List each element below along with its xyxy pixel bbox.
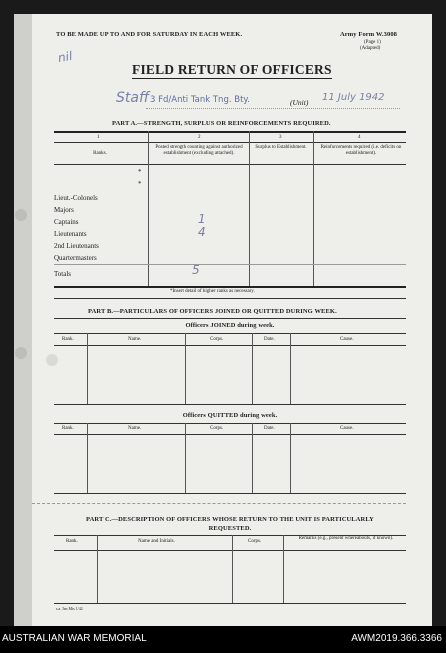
col-cause: Cause.: [340, 426, 354, 431]
handwritten-note: nil: [56, 48, 74, 66]
joined-heading: Officers JOINED during week.: [185, 322, 275, 329]
col-divider: [283, 535, 284, 603]
quitted-heading: Officers QUITTED during week.: [182, 412, 278, 419]
part-c-heading-line1: PART C.—DESCRIPTION OF OFFICERS WHOSE RETURN TO THE UNIT IS PARTICULARLY: [86, 516, 374, 523]
col-name-initials: Name and Initials.: [138, 539, 175, 544]
punch-hole: [15, 347, 27, 359]
col-divider: [185, 333, 186, 404]
rule: [54, 333, 406, 334]
part-a-heading: PART A.—STRENGTH, SURPLUS OR REINFORCEMENTS REQUIRED.: [112, 120, 331, 127]
footer-source: AUSTRALIAN WAR MEMORIAL: [2, 633, 147, 644]
punch-hole: [46, 354, 58, 366]
footer-accession: AWM2019.366.3366: [351, 633, 442, 644]
col-header-posted: Posted strength counting against authorized establishment (excluding attached).: [155, 145, 243, 156]
col-divider: [252, 423, 253, 493]
rank-row-majors: Majors: [54, 206, 74, 214]
rank-row-captains: Captains: [54, 218, 79, 226]
col-divider: [185, 423, 186, 493]
col-corps: Corps.: [248, 539, 262, 544]
col-divider: [232, 535, 233, 603]
col-divider: [313, 131, 314, 286]
col-date: Date.: [264, 426, 275, 431]
unit-label: (Unit): [290, 98, 309, 107]
rule: [54, 345, 406, 346]
col-divider: [87, 333, 88, 404]
col-divider: [148, 131, 149, 286]
col-name: Name.: [128, 426, 142, 431]
totals-label: Totals: [54, 270, 72, 278]
col-corps: Corps.: [210, 426, 224, 431]
rule: [54, 142, 406, 143]
form-page: (Page 1): [364, 40, 381, 45]
col-name: Name.: [128, 337, 142, 342]
col-divider: [290, 333, 291, 404]
instruction-text: TO BE MADE UP TO AND FOR SATURDAY IN EACH WEEK.: [56, 31, 243, 38]
col-rank: Rank.: [62, 337, 74, 342]
page-edge-shadow: [14, 14, 32, 626]
col-cause: Cause.: [340, 337, 354, 342]
printer-mark: s.a. 5m Mis 1/42: [56, 606, 83, 611]
rank-row-lieutenants: Lieutenants: [54, 230, 87, 238]
page-title: FIELD RETURN OF OFFICERS: [132, 62, 332, 77]
rule: [54, 404, 406, 405]
unit-name: 3 Fd/Anti Tank Tng. Bty.: [150, 95, 250, 105]
punch-hole: [15, 209, 27, 221]
rule: [54, 298, 406, 299]
col-number: 1: [97, 135, 100, 140]
rule: [54, 164, 406, 165]
rule: [54, 423, 406, 424]
handwritten-date: 11 July 1942: [322, 92, 385, 103]
rule: [54, 550, 406, 551]
handwritten-staff: Staff: [116, 90, 150, 106]
col-divider: [249, 131, 250, 286]
footnote: *Insert detail of higher ranks as necessary.: [170, 289, 255, 294]
col-number: 3: [279, 135, 282, 140]
col-header-surplus: Surplus to Establishment.: [255, 145, 307, 150]
tear-line: [32, 503, 406, 504]
rule: [54, 434, 406, 435]
col-divider: [97, 535, 98, 603]
col-number: 4: [358, 135, 361, 140]
col-remarks: Remarks (e.g., present whereabouts, if known).: [298, 536, 394, 541]
rank-row-quartermasters: Quartermasters: [54, 254, 97, 262]
col-rank: Rank.: [66, 539, 78, 544]
asterisk-row: *: [138, 168, 142, 176]
part-b-heading: PART B.—PARTICULARS OF OFFICERS JOINED OR QUITTED DURING WEEK.: [88, 308, 337, 315]
col-divider: [87, 423, 88, 493]
col-corps: Corps.: [210, 337, 224, 342]
form-number: Army Form W.3008: [340, 31, 398, 38]
col-header-ranks: Ranks.: [93, 151, 107, 156]
rule: [54, 318, 406, 319]
footer-bar: [0, 626, 446, 653]
col-rank: Rank.: [62, 426, 74, 431]
rule: [54, 603, 406, 604]
rule: [54, 264, 406, 265]
rule: [54, 286, 406, 288]
rank-row-2nd-lieutenants: 2nd Lieutenants: [54, 242, 99, 250]
unit-dotted-line: [146, 108, 400, 109]
lieutenants-value: 4: [198, 225, 206, 239]
col-number: 2: [198, 135, 201, 140]
asterisk-row: *: [138, 180, 142, 188]
col-divider: [252, 333, 253, 404]
col-date: Date.: [264, 337, 275, 342]
rule: [54, 131, 406, 133]
col-divider: [290, 423, 291, 493]
part-c-heading-line2: REQUESTED.: [208, 525, 252, 532]
captains-value: 1: [198, 212, 206, 226]
rule: [54, 493, 406, 494]
col-header-reinforcements: Reinforcements required (i.e. deficits on establishment).: [320, 145, 402, 156]
totals-value: 5: [192, 263, 200, 277]
form-adapted: (Adapted): [360, 46, 381, 51]
rank-row-lieut-colonels: Lieut.-Colonels: [54, 194, 98, 202]
